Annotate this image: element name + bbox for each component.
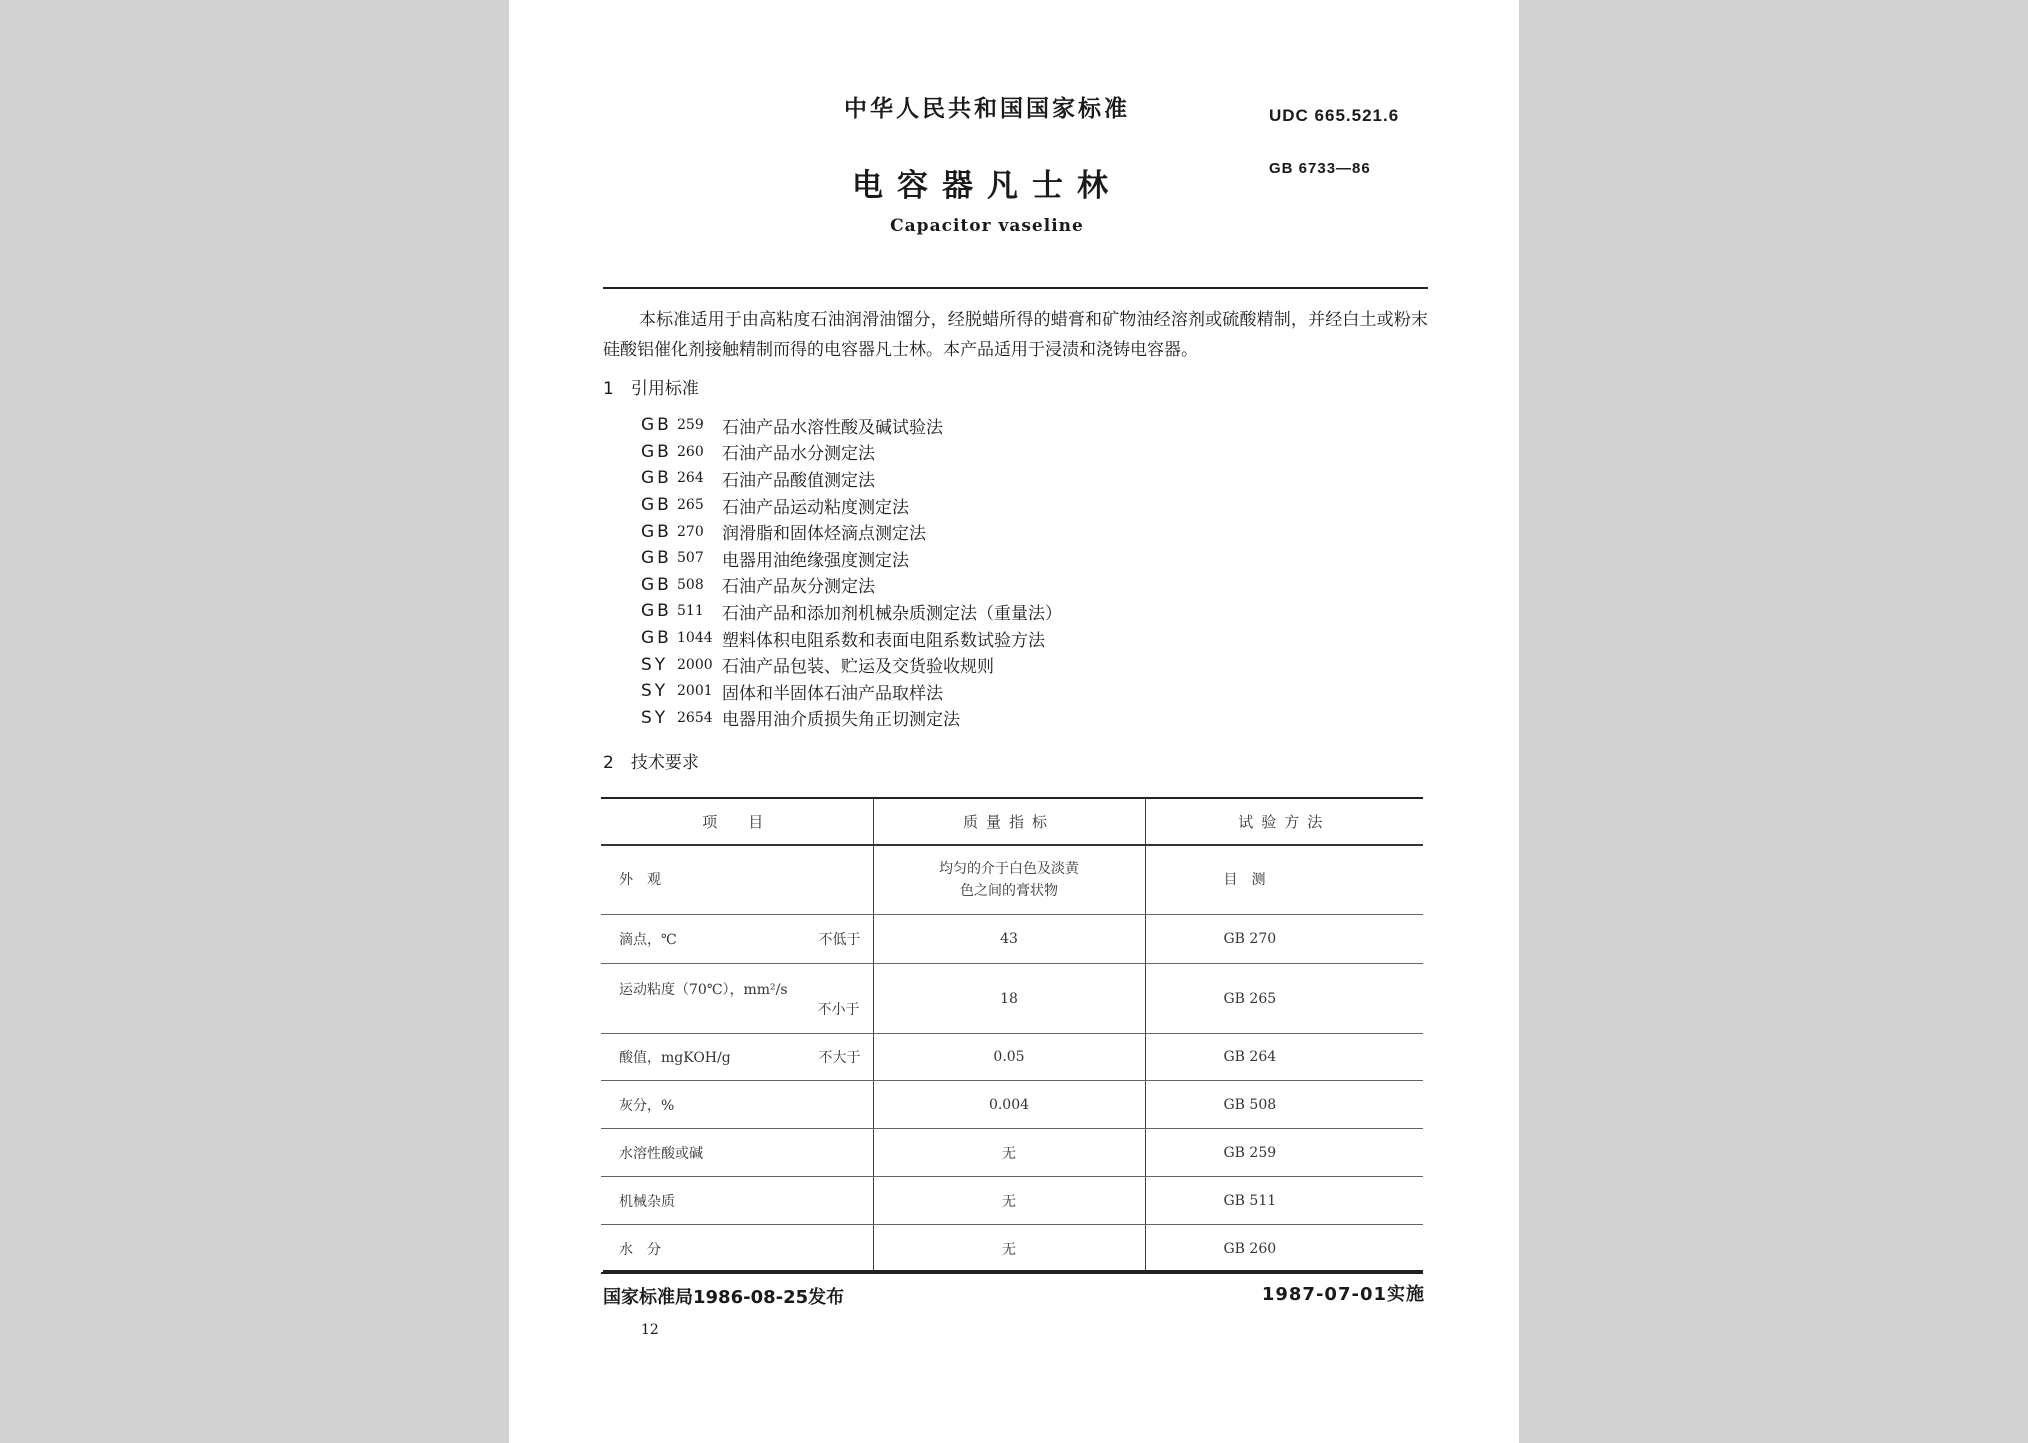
document-title-cn: 电容器凡士林 — [852, 168, 1122, 204]
section-2-heading: 2 技术要求 — [603, 753, 699, 773]
column-header-quality: 质量指标 — [873, 798, 1145, 845]
gb-code: GB 6733—86 — [1269, 160, 1371, 177]
reference-item: GB 507 电器用油绝缘强度测定法 — [641, 548, 909, 571]
document-page — [509, 0, 1519, 1443]
table-row: 运动粘度（70℃），mm²/s 不小于 18 GB 265 — [601, 964, 1423, 1034]
technical-requirements-table — [601, 797, 1423, 1274]
reference-item: SY 2001 固体和半固体石油产品取样法 — [641, 681, 943, 704]
reference-item: GB 259 石油产品水溶性酸及碱试验法 — [641, 415, 943, 438]
section-1-heading: 1 引用标准 — [603, 379, 699, 399]
reference-item: GB 264 石油产品酸值测定法 — [641, 468, 875, 491]
national-standard-label: 中华人民共和国国家标准 — [844, 96, 1130, 122]
table-row: 水 分 无 GB 260 — [601, 1225, 1423, 1274]
table-row: 滴点，℃ 不低于 43 GB 270 — [601, 915, 1423, 964]
table-header-row — [601, 798, 1423, 845]
reference-list — [641, 412, 1241, 731]
reference-item: GB 270 润滑脂和固体烃滴点测定法 — [641, 521, 926, 545]
table-row: 灰分，% 0.004 GB 508 — [601, 1081, 1423, 1129]
issue-date: 国家标准局1986-08-25发布 — [603, 1287, 845, 1308]
table-row: 外 观 均匀的介于白色及淡黄色之间的膏状物 目 测 — [601, 845, 1423, 915]
reference-item: GB 508 石油产品灰分测定法 — [641, 574, 875, 598]
scope-paragraph: 本标准适用于由高粘度石油润滑油馏分，经脱蜡所得的蜡膏和矿物油经溶剂或硫酸精制，并经白土或粉末硅酸铝催化剂接触精制而得的电容器凡士林。本产品适用于浸渍和浇铸电容器。 — [603, 310, 1428, 360]
column-header-item: 项 目 — [601, 798, 873, 845]
reference-item: GB 511 石油产品和添加剂机械杂质测定法（重量法） — [641, 601, 1062, 624]
reference-item: SY 2654 电器用油介质损失角正切测定法 — [641, 707, 960, 731]
reference-item: SY 2000 石油产品包装、贮运及交货验收规则 — [641, 654, 994, 678]
table-row: 机械杂质 无 GB 511 — [601, 1177, 1423, 1225]
reference-item: GB 265 石油产品运动粘度测定法 — [641, 495, 909, 518]
footer-rule — [603, 1270, 1423, 1272]
table-row: 水溶性酸或碱 无 GB 259 — [601, 1129, 1423, 1177]
page-number: 12 — [641, 1322, 659, 1338]
table-row: 酸值，mgKOH/g 不大于 0.05 GB 264 — [601, 1034, 1423, 1081]
header-rule — [603, 287, 1428, 289]
column-header-method: 试验方法 — [1145, 798, 1423, 845]
implementation-date: 1987-07-01实施 — [1261, 1284, 1425, 1305]
reference-item: GB 1044 塑料体积电阻系数和表面电阻系数试验方法 — [641, 628, 1045, 651]
document-title-en: Capacitor vaseline — [890, 216, 1084, 236]
reference-item: GB 260 石油产品水分测定法 — [641, 441, 875, 465]
udc-code: UDC 665.521.6 — [1269, 106, 1400, 125]
